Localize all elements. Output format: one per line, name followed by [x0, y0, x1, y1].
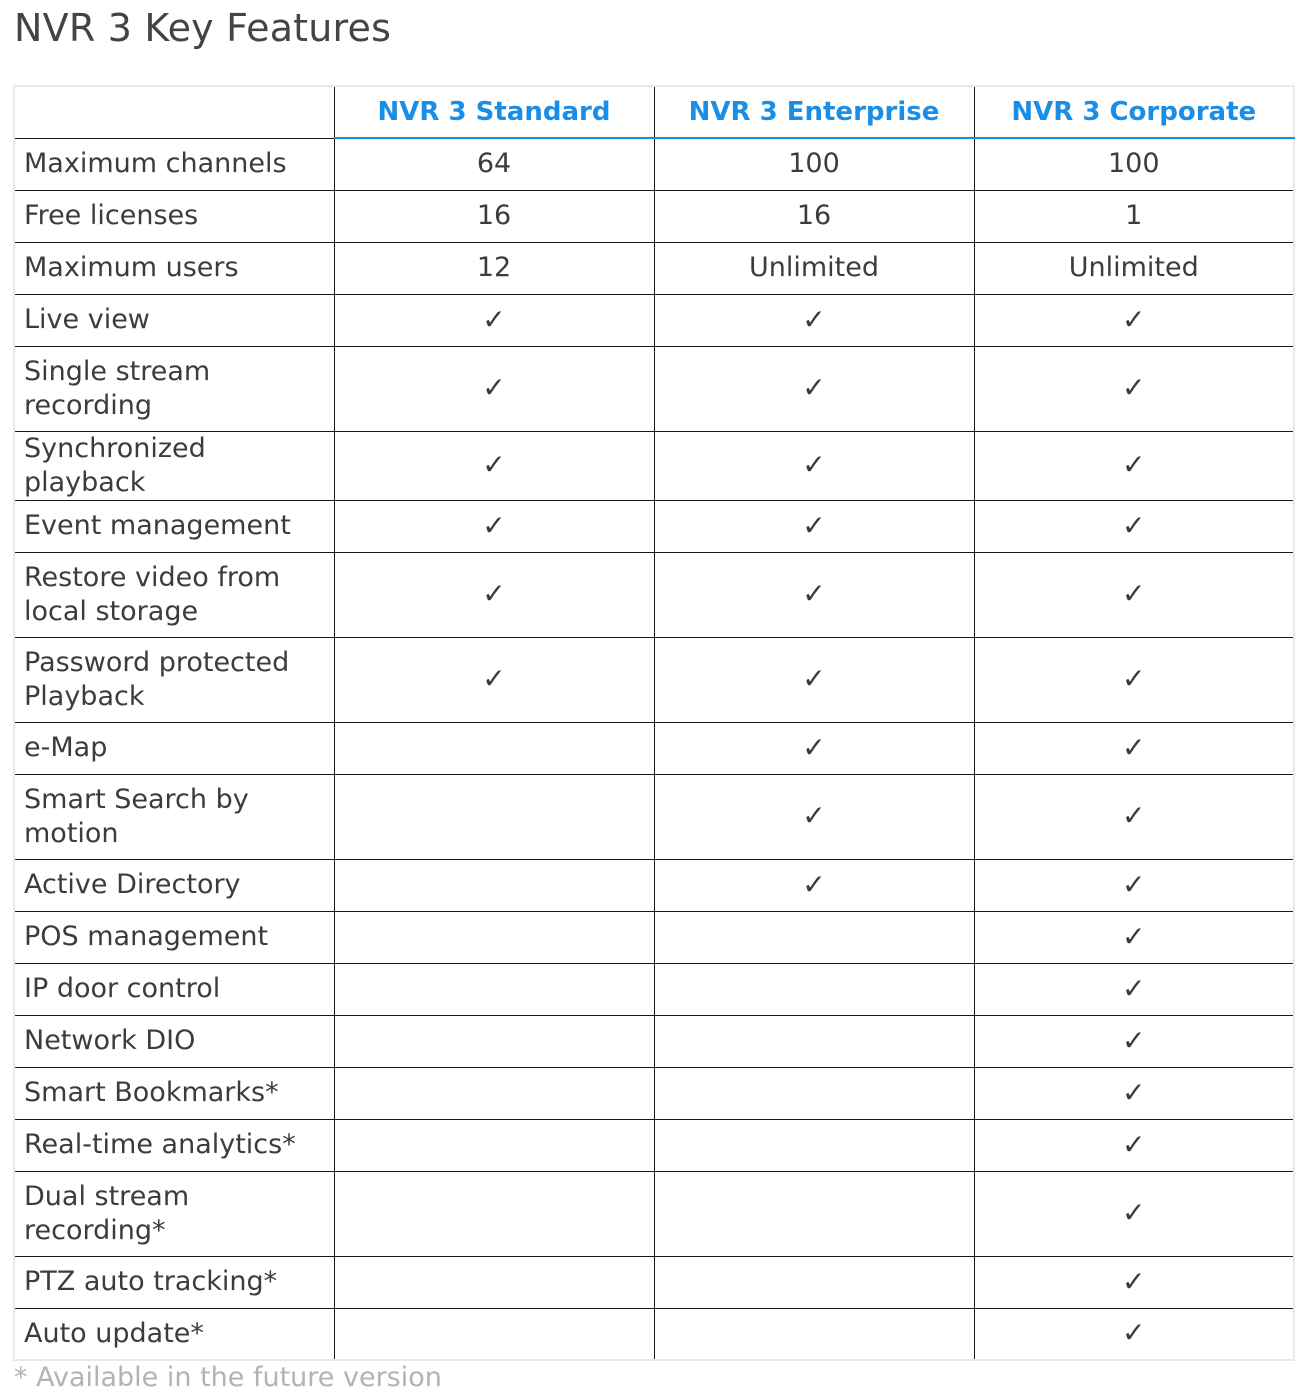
- checkmark-icon: ✓: [482, 577, 506, 610]
- corporate-value-cell: [974, 1171, 1294, 1256]
- standard-value-cell: [334, 637, 654, 722]
- checkmark-icon: ✓: [802, 662, 826, 695]
- feature-name-cell: PTZ auto tracking*: [14, 1256, 334, 1308]
- table-row: [14, 859, 1294, 911]
- corporate-value-cell: [974, 346, 1294, 431]
- table-row: [14, 138, 1294, 190]
- feature-name-cell: Single stream recording: [14, 346, 334, 431]
- enterprise-value-cell: [654, 722, 974, 774]
- checkmark-icon: ✓: [482, 448, 506, 481]
- table-row: [14, 1119, 1294, 1171]
- checkmark-icon: ✓: [802, 448, 826, 481]
- checkmark-icon: ✓: [482, 508, 506, 542]
- checkmark-icon: ✓: [1122, 1264, 1146, 1298]
- feature-name-cell: Real-time analytics*: [14, 1119, 334, 1171]
- checkmark-icon: ✓: [802, 371, 826, 404]
- corporate-value-cell: [974, 294, 1294, 346]
- table-row: [14, 431, 1294, 500]
- table-row: [14, 1308, 1294, 1360]
- corporate-value-cell: [974, 1067, 1294, 1119]
- corporate-value-cell: [974, 637, 1294, 722]
- enterprise-value-cell: [654, 963, 974, 1015]
- standard-value-cell: [334, 1308, 654, 1360]
- enterprise-value-cell: [654, 911, 974, 963]
- corporate-value-cell: [974, 963, 1294, 1015]
- table-row: [14, 722, 1294, 774]
- feature-name-cell: Smart Bookmarks*: [14, 1067, 334, 1119]
- standard-value-cell: [334, 1067, 654, 1119]
- standard-value-cell: 16: [334, 190, 654, 242]
- corporate-value-cell: 1: [974, 190, 1294, 242]
- feature-comparison-table-wrapper: [13, 85, 1294, 1361]
- enterprise-value-cell: [654, 1119, 974, 1171]
- footnote: * Available in the future version: [14, 1362, 442, 1393]
- checkmark-icon: ✓: [1122, 302, 1146, 336]
- checkmark-icon: ✓: [1122, 1316, 1146, 1350]
- checkmark-icon: ✓: [802, 302, 826, 336]
- table-row: [14, 1171, 1294, 1256]
- table-row: [14, 552, 1294, 637]
- table-row: [14, 911, 1294, 963]
- checkmark-icon: ✓: [1122, 1196, 1146, 1229]
- feature-comparison-table: [13, 85, 1295, 1361]
- table-row: [14, 242, 1294, 294]
- feature-name-cell: Dual stream recording*: [14, 1171, 334, 1256]
- corporate-value-cell: [974, 722, 1294, 774]
- table-row: [14, 774, 1294, 859]
- corporate-value-cell: [974, 774, 1294, 859]
- standard-value-cell: [334, 1015, 654, 1067]
- corporate-value-cell: [974, 1256, 1294, 1308]
- table-row: [14, 1256, 1294, 1308]
- enterprise-value-cell: [654, 1067, 974, 1119]
- enterprise-value-cell: [654, 500, 974, 552]
- enterprise-value-cell: [654, 294, 974, 346]
- feature-name-cell: Maximum users: [14, 242, 334, 294]
- table-row: [14, 1067, 1294, 1119]
- checkmark-icon: ✓: [1122, 508, 1146, 542]
- standard-value-cell: [334, 1119, 654, 1171]
- feature-name-cell: POS management: [14, 911, 334, 963]
- standard-value-cell: [334, 911, 654, 963]
- checkmark-icon: ✓: [1122, 448, 1146, 481]
- checkmark-icon: ✓: [802, 508, 826, 542]
- feature-name-cell: Event management: [14, 500, 334, 552]
- checkmark-icon: ✓: [1122, 1023, 1146, 1057]
- standard-value-cell: [334, 963, 654, 1015]
- checkmark-icon: ✓: [482, 371, 506, 404]
- page-title: NVR 3 Key Features: [14, 6, 392, 50]
- feature-name-cell: Maximum channels: [14, 138, 334, 190]
- table-row: [14, 1015, 1294, 1067]
- standard-value-cell: 64: [334, 138, 654, 190]
- checkmark-icon: ✓: [802, 799, 826, 832]
- checkmark-icon: ✓: [482, 662, 506, 695]
- enterprise-value-cell: [654, 774, 974, 859]
- checkmark-icon: ✓: [482, 302, 506, 336]
- corporate-value-cell: [974, 431, 1294, 500]
- standard-value-cell: [334, 859, 654, 911]
- table-header-row: [14, 86, 1294, 138]
- feature-name-cell: Active Directory: [14, 859, 334, 911]
- corporate-value-cell: 100: [974, 138, 1294, 190]
- table-body: [14, 138, 1294, 1360]
- feature-name-cell: Password protected Playback: [14, 637, 334, 722]
- enterprise-value-cell: 16: [654, 190, 974, 242]
- feature-name-cell: Free licenses: [14, 190, 334, 242]
- checkmark-icon: ✓: [1122, 919, 1146, 953]
- checkmark-icon: ✓: [1122, 1127, 1146, 1161]
- checkmark-icon: ✓: [1122, 730, 1146, 764]
- checkmark-icon: ✓: [1122, 971, 1146, 1005]
- corporate-value-cell: [974, 552, 1294, 637]
- header-nvr3-corporate: NVR 3 Corporate: [974, 86, 1294, 138]
- corporate-value-cell: [974, 1119, 1294, 1171]
- standard-value-cell: [334, 500, 654, 552]
- standard-value-cell: [334, 346, 654, 431]
- table-row: [14, 637, 1294, 722]
- feature-name-cell: Network DIO: [14, 1015, 334, 1067]
- enterprise-value-cell: Unlimited: [654, 242, 974, 294]
- checkmark-icon: ✓: [802, 577, 826, 610]
- feature-name-cell: Live view: [14, 294, 334, 346]
- standard-value-cell: [334, 1256, 654, 1308]
- feature-name-cell: Synchronized playback: [14, 431, 334, 500]
- standard-value-cell: [334, 722, 654, 774]
- checkmark-icon: ✓: [802, 867, 826, 901]
- table-row: [14, 346, 1294, 431]
- checkmark-icon: ✓: [1122, 662, 1146, 695]
- header-blank-cell: [14, 86, 334, 138]
- corporate-value-cell: [974, 911, 1294, 963]
- corporate-value-cell: [974, 1015, 1294, 1067]
- header-nvr3-standard: NVR 3 Standard: [334, 86, 654, 138]
- enterprise-value-cell: [654, 346, 974, 431]
- checkmark-icon: ✓: [1122, 1075, 1146, 1109]
- table-row: [14, 500, 1294, 552]
- enterprise-value-cell: [654, 1171, 974, 1256]
- corporate-value-cell: [974, 859, 1294, 911]
- standard-value-cell: [334, 294, 654, 346]
- corporate-value-cell: [974, 1308, 1294, 1360]
- enterprise-value-cell: [654, 1308, 974, 1360]
- enterprise-value-cell: [654, 637, 974, 722]
- enterprise-value-cell: [654, 552, 974, 637]
- feature-name-cell: IP door control: [14, 963, 334, 1015]
- checkmark-icon: ✓: [1122, 577, 1146, 610]
- corporate-value-cell: [974, 500, 1294, 552]
- table-row: [14, 294, 1294, 346]
- header-nvr3-enterprise: NVR 3 Enterprise: [654, 86, 974, 138]
- table-row: [14, 963, 1294, 1015]
- checkmark-icon: ✓: [1122, 867, 1146, 901]
- standard-value-cell: [334, 552, 654, 637]
- enterprise-value-cell: [654, 1015, 974, 1067]
- standard-value-cell: 12: [334, 242, 654, 294]
- enterprise-value-cell: [654, 431, 974, 500]
- checkmark-icon: ✓: [1122, 799, 1146, 832]
- feature-name-cell: Restore video from local storage: [14, 552, 334, 637]
- table-row: [14, 190, 1294, 242]
- standard-value-cell: [334, 1171, 654, 1256]
- feature-name-cell: Auto update*: [14, 1308, 334, 1360]
- standard-value-cell: [334, 431, 654, 500]
- enterprise-value-cell: 100: [654, 138, 974, 190]
- corporate-value-cell: Unlimited: [974, 242, 1294, 294]
- checkmark-icon: ✓: [1122, 371, 1146, 404]
- checkmark-icon: ✓: [802, 730, 826, 764]
- feature-name-cell: Smart Search by motion: [14, 774, 334, 859]
- enterprise-value-cell: [654, 1256, 974, 1308]
- standard-value-cell: [334, 774, 654, 859]
- feature-name-cell: e-Map: [14, 722, 334, 774]
- enterprise-value-cell: [654, 859, 974, 911]
